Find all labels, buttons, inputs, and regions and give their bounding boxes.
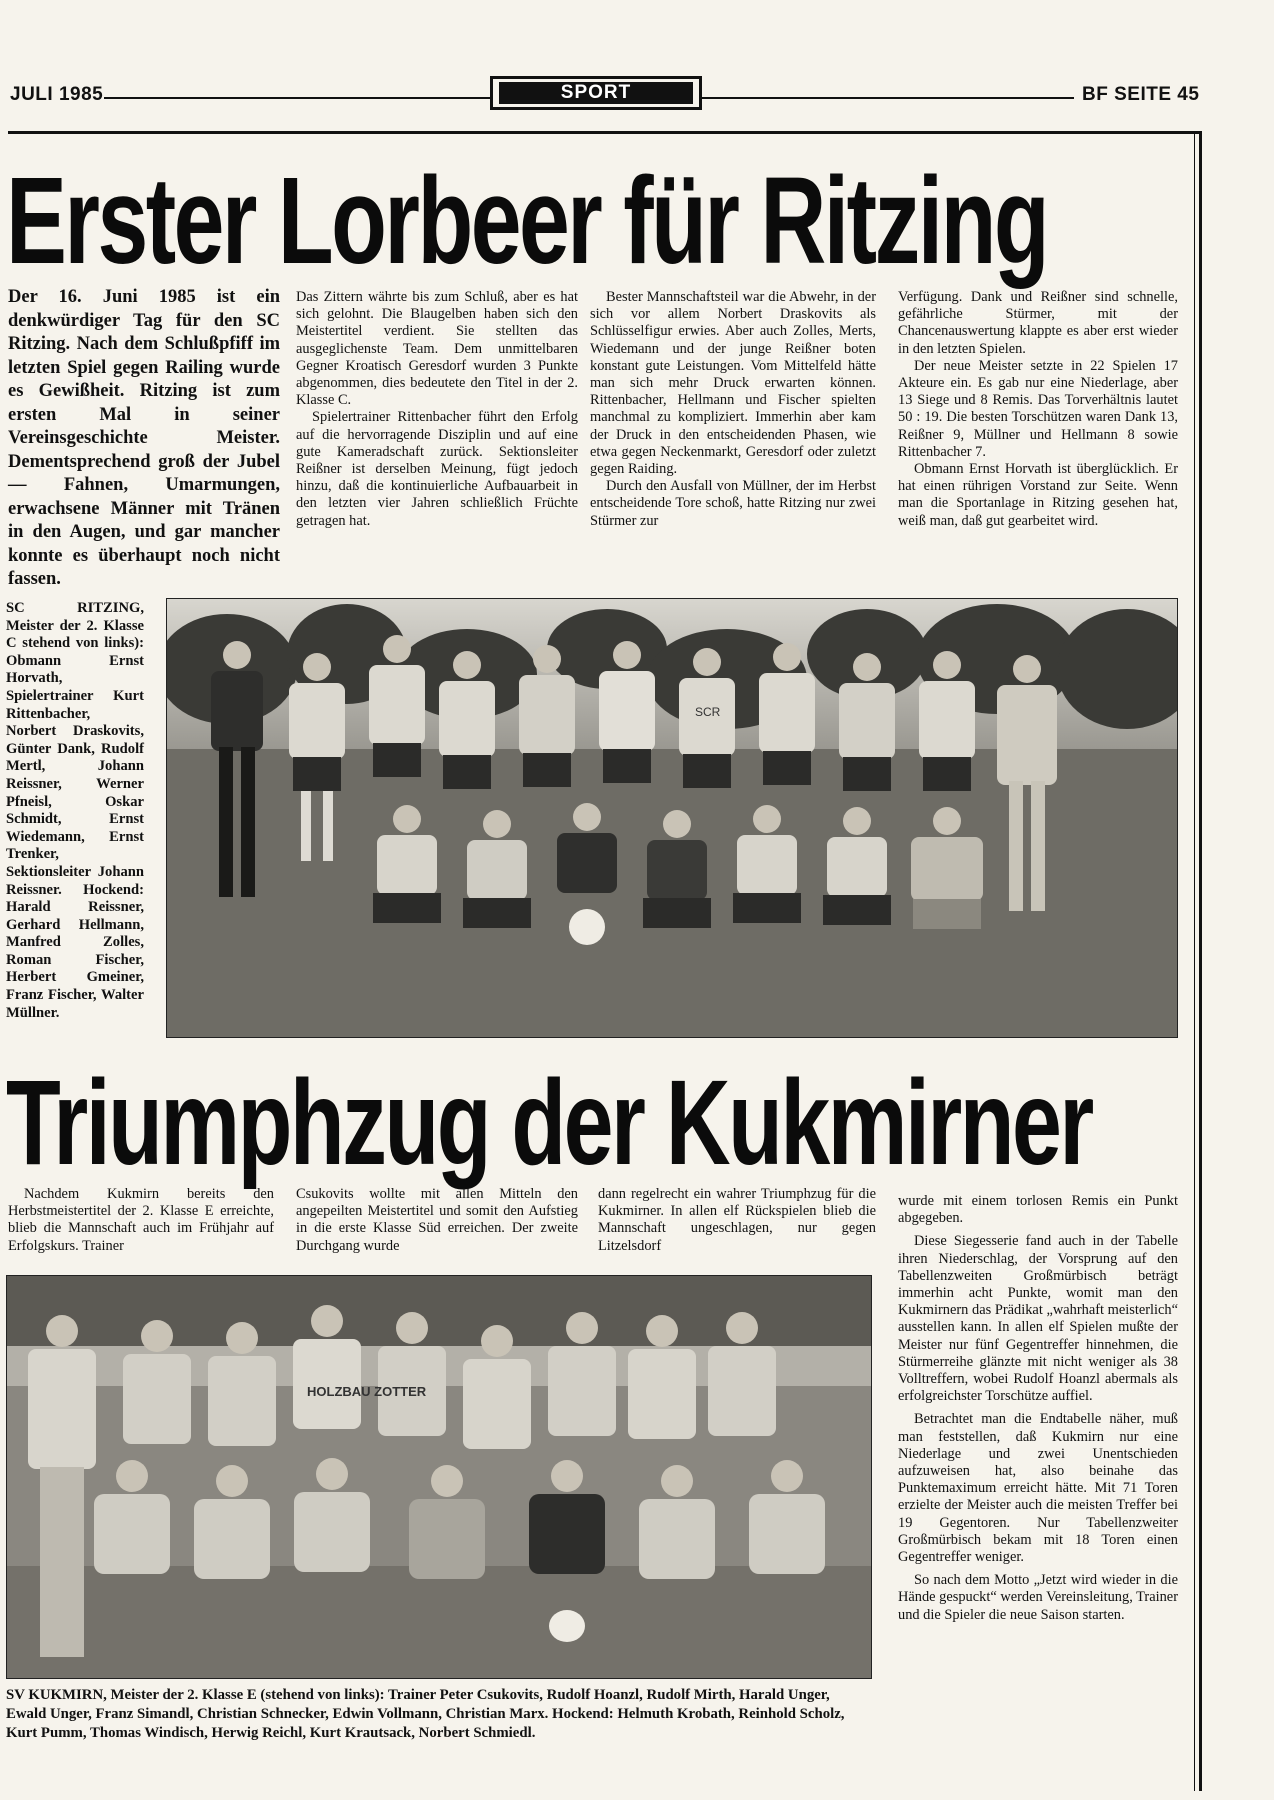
paragraph: Der neue Meister setzte in 22 Spielen 17 Akteure ein. Es gab nur eine Niederlage, aber 13 Siege und 8 Remis. Das Torverhältnis lautet 50 : 19. Die besten Torschützen waren Dank 13, Reißner 9, Müllner und Hellmann 8 sowie Rittenbacher 7.: [898, 357, 1178, 460]
article2-col4: [898, 1193, 1178, 1624]
team-photo-kukmirn: [6, 1275, 872, 1679]
team-photo-ritzing: [166, 598, 1178, 1038]
photo1-caption: SC RITZING, Meister der 2. Klasse C stehend von links): Obmann Ernst Horvath, Spielertrainer Kurt Rittenbacher, Norbert Draskovits, Günter Dank, Rudolf Mertl, Johann Reissner, Werner Pfneisl, Oskar Schmidt, Ernst Wiedemann, Ernst Trenker, Sektionsleiter Johann Reissner. Hockend: Harald Reissner, Gerhard Hellmann, Manfred Zolles, Roman Fischer, Herbert Gmeiner, Franz Fischer, Walter Müllner.: [6, 600, 144, 1021]
paragraph: dann regelrecht ein wahrer Triumphzug für die Kukmirner. In allen elf Rückspielen blieb die Mannschaft ungeschlagen, nur gegen Litzelsdorf: [598, 1186, 876, 1254]
paragraph: wurde mit einem torlosen Remis ein Punkt abgegeben.: [898, 1193, 1178, 1227]
paragraph: Das Zittern währte bis zum Schluß, aber es hat sich gelohnt. Die Blaugelben haben sich den Meistertitel verdient. Sie stellten das ausgeglichenste Team. Dem unmittelbaren Gegner Kroatisch Geresdorf wurden 3 Punkte abgenommen, dies bedeutete den Titel in der 2. Klasse C.: [296, 289, 578, 409]
page-number: BF SEITE 45: [1082, 84, 1200, 105]
header-rule-right: [702, 97, 1074, 99]
article2-col2: [296, 1186, 578, 1255]
paragraph: Csukovits wollte mit allen Mitteln den angepeilten Meistertitel und somit den Aufstieg in die erste Klasse Süd erreichen. Der zweite Durchgang wurde: [296, 1186, 578, 1254]
article2-col3: [598, 1186, 876, 1255]
frame-top: [8, 131, 1202, 134]
article2-col1: [8, 1186, 274, 1255]
section-tag: [490, 76, 702, 110]
team-photo-ritzing-image: [167, 599, 1177, 1037]
paragraph: Diese Siegesserie fand auch in der Tabelle ihren Niederschlag, der Vorsprung auf den Tabellenzweiten Großmürbisch beträgt immerhin acht Punkte, womit man den Kukmirnern das Prädikat „wahrhaft meisterlich“ ausstellen kann. In allen elf Spielen mußte der Meister nur fünf Gegentreffer hinnehmen, die Stürmerreihe glänzte mit nicht weniger als 38 Volltreffern, wobei Rudolf Hoanzl abermals als erfolgreichster Torschütze auffiel.: [898, 1233, 1178, 1405]
issue-date: JULI 1985: [10, 84, 104, 105]
article1-col2: [296, 289, 578, 530]
paragraph: Spielertrainer Rittenbacher führt den Erfolg auf die hervorragende Disziplin und auf eine gute Kameradschaft zurück. Sektionsleiter Reißner ist derselben Meinung, fügt jedoch hinzu, daß die kontinuierliche Aufbauarbeit in den letzten vier Jahren schließlich Früchte getragen hat.: [296, 409, 578, 529]
paragraph: Nachdem Kukmirn bereits den Herbstmeistertitel der 2. Klasse E erreichte, blieb die Mannschaft auch im Frühjahr auf Erfolgskurs. Trainer: [8, 1186, 274, 1254]
team-photo-kukmirn-image: [7, 1276, 871, 1678]
article1-col3: [590, 289, 876, 530]
paragraph: Bester Mannschaftsteil war die Abwehr, in der sich vor allem Norbert Draskovits als Schlüsselfigur erwies. Aber auch Zolles, Merts, Wiedemann und der junge Reißner boten konstant gute Leistungen. Vom Mittelfeld hätte man sich mehr Druck erwarten können. Rittenbacher, Hellmann und Fischer spielten manchmal zu kompliziert. Immerhin aber kam der Druck in den entscheidenden Phasen, wie etwa gegen Neckenmarkt, Geresdorf oder zuletzt gegen Raiding.: [590, 289, 876, 478]
headline-kukmirn: Triumphzug der Kukmirner: [6, 1054, 1092, 1190]
article1-lead: Der 16. Juni 1985 ist ein denkwürdiger Tag für den SC Ritzing. Nach dem Schlußpfiff im letzten Spiel gegen Railing wurde es Gewißheit. Ritzing ist zum ersten Mal in seiner Vereinsgeschichte Meister. Dementsprechend groß der Jubel — Fahnen, Umarmungen, erwachsene Männer mit Tränen in den Augen, und gar mancher konnte es überhaupt noch nicht fassen.: [8, 287, 280, 589]
header-rule-left: [104, 97, 490, 99]
shirt-label: HOLZBAU ZOTTER: [307, 1384, 427, 1399]
shirt-label: SCR: [695, 705, 721, 719]
headline-ritzing: Erster Lorbeer für Ritzing: [6, 152, 1048, 290]
frame-right-inner: [1194, 131, 1195, 1791]
section-label: SPORT: [499, 82, 693, 104]
paragraph: Obmann Ernst Horvath ist überglücklich. Er hat einen rührigen Vorstand zur Seite. Wenn man die Sportanlage in Ritzing gesehen hat, weiß man, daß gut gearbeitet wird.: [898, 461, 1178, 529]
paragraph: Durch den Ausfall von Müllner, der im Herbst entscheidende Tore schoß, hatte Ritzing nur zwei Stürmer zur: [590, 478, 876, 529]
paragraph: Betrachtet man die Endtabelle näher, muß man feststellen, daß Kukmirn nur eine Niederlage und zwei Unentschieden aufzuweisen hat, also beinahe das Punktemaximum erreicht hätte. Mit 71 Toren erzielte der Meister auch die meisten Treffer bei 19 Gegentoren. Nur Tabellenzweiter Großmürbisch bekam mit 18 Toren einen Gegentreffer weniger.: [898, 1411, 1178, 1566]
paragraph: Verfügung. Dank und Reißner sind schnelle, gefährliche Stürmer, mit der Chancenauswertung klappte es aber erst wieder in den letzten Spielen.: [898, 289, 1178, 357]
photo2-caption: SV KUKMIRN, Meister der 2. Klasse E (stehend von links): Trainer Peter Csukovits, Rudolf Hoanzl, Rudolf Mirth, Harald Unger, Ewald Unger, Franz Simandl, Christian Schnecker, Edwin Vollmann, Christian Marx. Hockend: Helmuth Krobath, Reinhold Scholz, Kurt Pumm, Thomas Windisch, Herwig Reichl, Kurt Krautsack, Norbert Schmiedl.: [6, 1687, 845, 1741]
article1-col4: [898, 289, 1178, 530]
paragraph: So nach dem Motto „Jetzt wird wieder in die Hände gespuckt“ werden Vereinsleitung, Trainer und die Spieler die neue Saison starten.: [898, 1572, 1178, 1623]
frame-right: [1199, 131, 1202, 1791]
